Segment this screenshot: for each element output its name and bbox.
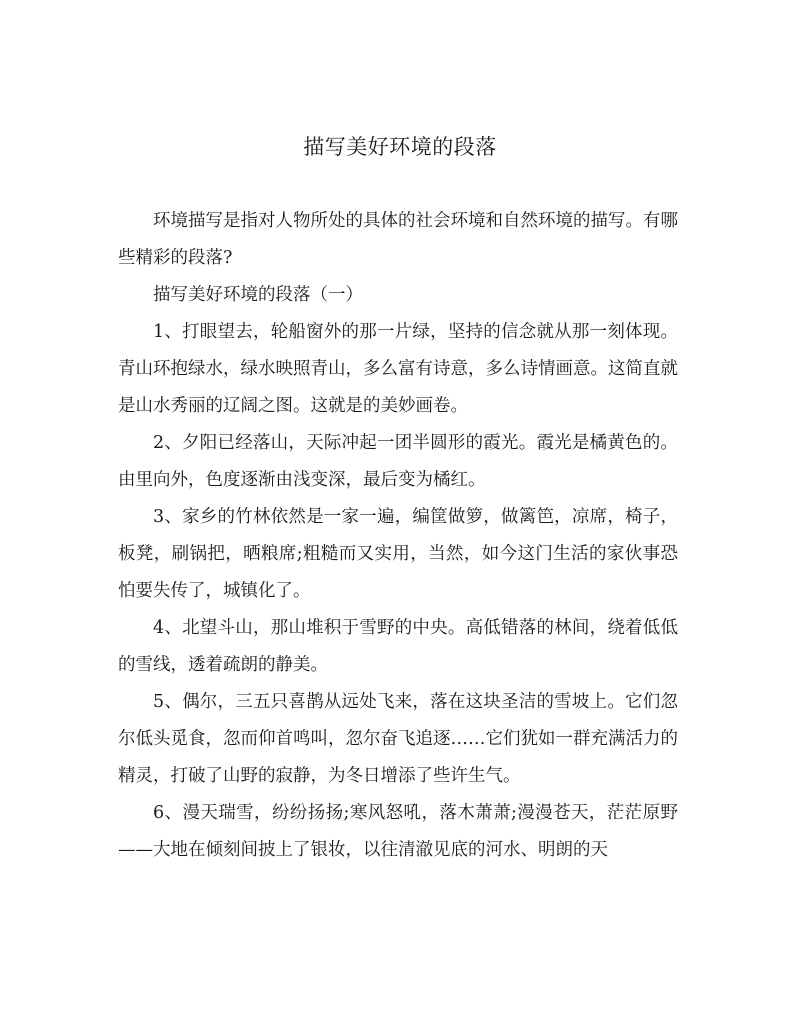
- paragraph-2: 2、夕阳已经落山，天际冲起一团半圆形的霞光。霞光是橘黄色的。由里向外，色度逐渐由浅变深，最后变为橘红。: [118, 433, 678, 490]
- paragraph-1: 1、打眼望去，轮船窗外的那一片绿，坚持的信念就从那一刻体现。青山环抱绿水，绿水映照青山，多么富有诗意，多么诗情画意。这简直就是山水秀丽的辽阔之图。这就是的美妙画卷。: [118, 322, 678, 416]
- paragraph-5: 5、偶尔，三五只喜鹊从远处飞来，落在这块圣洁的雪坡上。它们忽尔低头觅食，忽而仰首鸣叫，忽尔奋飞追逐……它们犹如一群充满活力的精灵，打破了山野的寂静，为冬日增添了些许生气。: [118, 692, 678, 786]
- document-body: [118, 203, 678, 869]
- paragraph-4: 4、北望斗山，那山堆积于雪野的中央。高低错落的林间，绕着低低的雪线，透着疏朗的静美。: [118, 618, 678, 675]
- paragraph-3: 3、家乡的竹林依然是一家一遍，编筐做箩，做篱笆，凉席，椅子，板凳，刷锅把，晒粮席;粗糙而又实用，当然，如今这门生活的家伙事恐怕要失传了，城镇化了。: [118, 507, 678, 601]
- document-title: 描写美好环境的段落: [303, 135, 497, 159]
- section-heading: 描写美好环境的段落（一）: [153, 285, 363, 305]
- intro-paragraph: 环境描写是指对人物所处的具体的社会环境和自然环境的描写。有哪些精彩的段落?: [118, 211, 678, 268]
- paragraph-6: 6、漫天瑞雪，纷纷扬扬;寒风怒吼，落木萧萧;漫漫苍天，茫茫原野——大地在倾刻间披上了银妆，以往清澈见底的河水、明朗的天: [118, 803, 678, 860]
